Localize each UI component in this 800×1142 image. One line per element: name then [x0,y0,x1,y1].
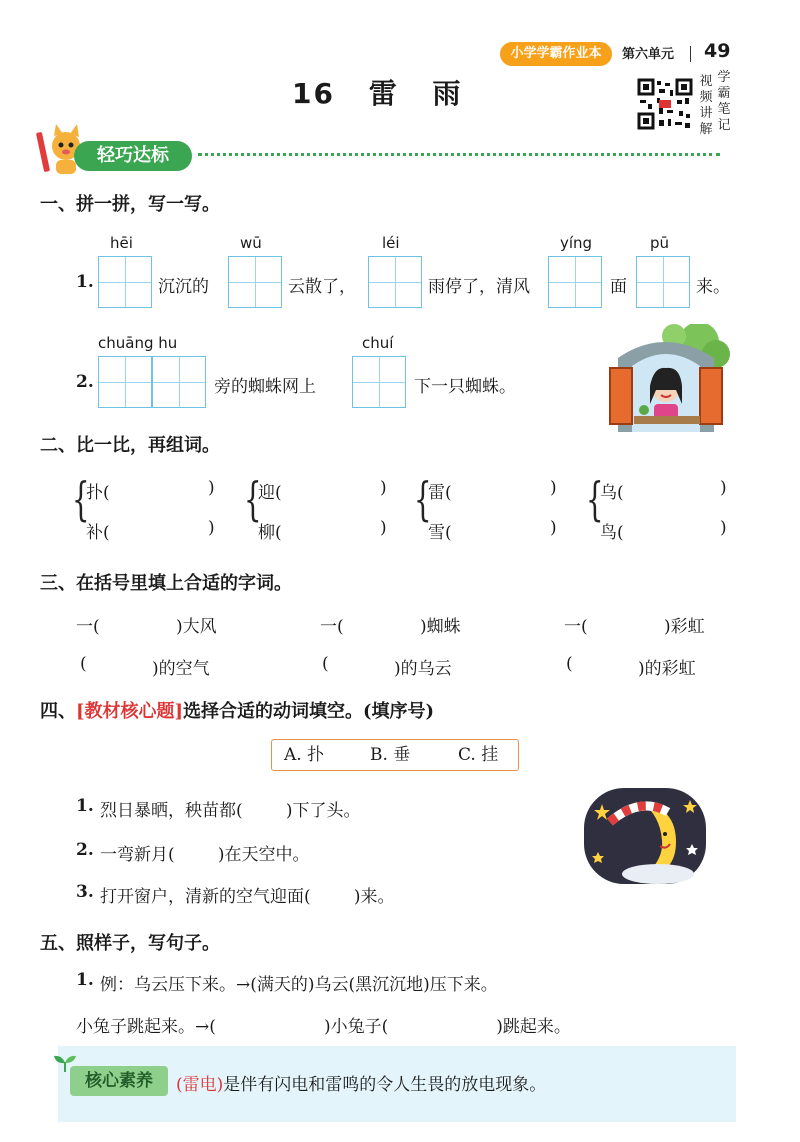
qr-caption-video-4: 解 [699,122,713,137]
pinyin-ying: yíng [560,234,593,252]
pair1-close2: ) [208,518,215,538]
pair4-word1: 乌( [600,483,624,503]
section4-core-tag: [教材核心题] [76,701,184,722]
pair1-word1: 扑( [86,483,110,503]
banner-dotted-line [198,153,720,156]
lesson-title: 16 雷 雨 [292,77,463,110]
qr-caption-notes-3: 笔 [717,102,731,117]
page-number: 49 [704,40,731,62]
section2-title: 二、比一比，再组词。 [40,435,220,456]
pair2-close1: ) [380,478,387,498]
q2-text-2: 下一只蜘蛛。 [414,377,516,397]
q1-text-2: 云散了， [288,277,356,297]
s5-example-text: 例：乌云压下来。→(满天的)乌云(黑沉沉地)压下来。 [100,975,498,995]
brace-4: { [586,472,604,526]
brace-2: { [244,472,262,526]
char-box-hei[interactable] [98,256,152,308]
s5-task-text: 小兔子跳起来。→( )小兔子( )跳起来。 [76,1017,571,1037]
fill-row2-b-open: ( [322,654,329,674]
pair4-close2: ) [720,518,727,538]
pair2-word2: 柳( [258,523,282,543]
pair3-close1: ) [550,478,557,498]
section-banner: 轻巧达标 [74,141,192,171]
pair2-word1: 迎( [258,483,282,503]
fill-row2-c-word: )的彩虹 [638,659,696,679]
qr-caption-video-2: 频 [699,90,713,105]
brace-3: { [414,472,432,526]
s4-q3-text: 打开窗户，清新的空气迎面( )来。 [100,887,395,907]
pair3-word1: 雷( [428,483,452,503]
pinyin-wu: wū [240,234,262,252]
core-literacy-tag: 核心素养 [70,1066,168,1096]
pair3-word2: 雪( [428,523,452,543]
s4-q1-number: 1. [76,796,94,816]
pinyin-chui: chuí [362,334,394,352]
char-box-chuang[interactable] [98,356,152,408]
girl-window-illustration [604,324,730,432]
brand-label: 小学学霸作业本 [500,42,612,66]
q1-text-4: 面 [610,277,627,297]
char-box-ying[interactable] [548,256,602,308]
section4-prefix: 四、 [40,701,76,722]
pair1-close1: ) [208,478,215,498]
fill-row2-b-word: )的乌云 [394,659,452,679]
fill-row2-a-word: )的空气 [152,659,210,679]
fill-row1-c-word: )彩虹 [664,617,705,637]
core-sentence: 是伴有闪电和雷鸣的令人生畏的放电现象。 [223,1075,547,1095]
pair1-word2: 补( [86,523,110,543]
fill-row1-a-word: )大风 [176,617,217,637]
section4-title-text: 选择合适的动词填空。(填序号) [183,701,435,722]
char-box-pu[interactable] [636,256,690,308]
option-b: B. 垂 [370,745,411,765]
q1-text-5: 来。 [696,277,730,297]
char-box-wu[interactable] [228,256,282,308]
pair2-close2: ) [380,518,387,538]
pair4-word2: 鸟( [600,523,624,543]
section4-title [40,697,434,723]
q1-number: 1. [76,272,94,292]
unit-label: 第六单元 [622,47,675,62]
brace-1: { [72,472,90,526]
qr-code-icon[interactable] [637,78,693,130]
fill-row1-b-word: )蜘蛛 [420,617,461,637]
option-c: C. 挂 [458,745,499,765]
s4-q1-text: 烈日暴晒，秧苗都( )下了头。 [100,801,361,821]
fill-row1-c-open: 一( [564,617,588,637]
section1-title: 一、拼一拼，写一写。 [40,194,220,215]
char-box-lei[interactable] [368,256,422,308]
qr-caption-notes-4: 记 [717,118,731,133]
q1-text-1: 沉沉的 [158,277,209,297]
s5-example-number: 1. [76,970,94,990]
pinyin-chuanghu: chuāng hu [98,334,178,352]
moon-illustration [580,782,710,890]
qr-caption-video-1: 视 [699,74,713,89]
pair3-close2: ) [550,518,557,538]
core-highlight: (雷电) [176,1075,224,1095]
qr-caption-notes-1: 学 [717,70,731,85]
char-box-chui[interactable] [352,356,406,408]
s4-q2-number: 2. [76,840,94,860]
options-box [271,739,519,771]
s4-q2-text: 一弯新月( )在天空中。 [100,845,310,865]
q1-text-3: 雨停了，清风 [428,277,530,297]
core-literacy-text [176,1070,546,1095]
s4-q3-number: 3. [76,882,94,902]
fill-row2-a-open: ( [80,654,87,674]
header-divider [690,46,691,62]
pinyin-pu: pū [650,234,670,252]
char-box-hu[interactable] [152,356,206,408]
section5-title: 五、照样子，写句子。 [40,933,220,954]
fill-row1-a-open: 一( [76,617,100,637]
fill-row2-c-open: ( [566,654,573,674]
qr-caption-notes-2: 霸 [717,86,731,101]
option-a: A. 扑 [284,745,325,765]
q2-number: 2. [76,372,94,392]
section3-title: 三、在括号里填上合适的字词。 [40,573,292,594]
q2-text-1: 旁的蜘蛛网上 [214,377,316,397]
pair4-close1: ) [720,478,727,498]
pinyin-lei: léi [382,234,400,252]
pinyin-hei: hēi [110,234,133,252]
qr-caption-video-3: 讲 [699,106,713,121]
fill-row1-b-open: 一( [320,617,344,637]
